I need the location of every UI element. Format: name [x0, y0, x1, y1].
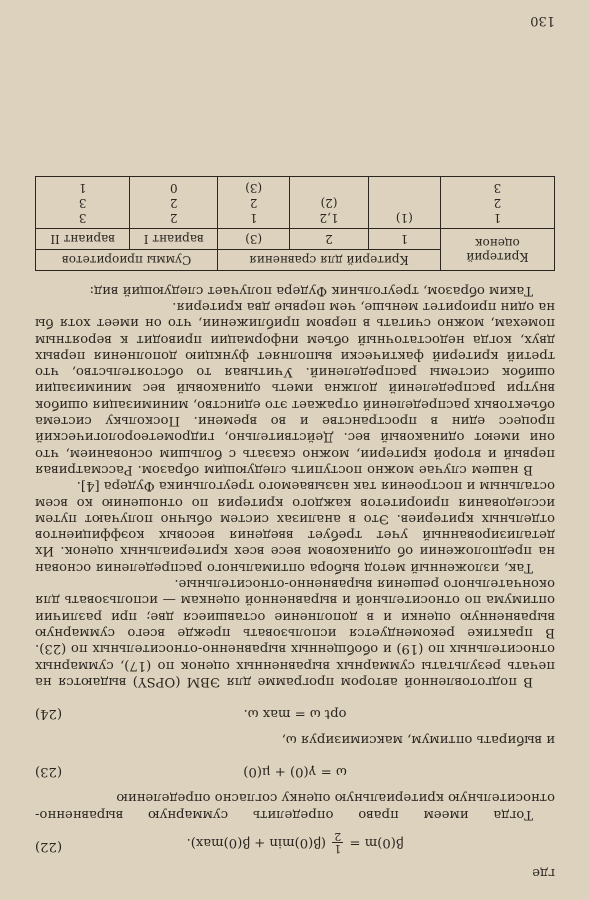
subheader-variant-1: вариант I	[130, 229, 218, 250]
page-content	[35, 176, 555, 882]
cell-compare-3: 1 2 (3)	[218, 177, 290, 229]
formula-23	[35, 757, 555, 783]
cell-variant-1: 2 2 0	[130, 177, 218, 229]
formula-22-number: (22)	[35, 838, 63, 854]
paragraph-5: В нашем случае можно поступить следующим образом. Рассматривая первый и второй критерии, можно сказать с большим основанием, что они имеют одинаковый вес. Действительно, гидрометеорологический процесс един в пространстве и во времени. Поскольку система объектовых распределений отражает это единство, минимизация ошибок внутри распределений должна иметь одинаковый вес минимизации ошибок системы распределений. Учитывая то обстоятельство, что третий критерий фактически выполняет функцию дополнения первых двух, когда недостаточный объем информации приводит к вероятным помехам, можно считать в первом приближении, что он имеет хотя бы на один приоритет меньше, чем первые два критерия.	[35, 298, 555, 477]
where-label: где	[532, 865, 555, 880]
header-criterion: Критерий оценок	[440, 229, 554, 271]
paragraph-6: Таким образом, треугольник Фудера получает следующий вид:	[89, 282, 533, 298]
header-criteria-compare: Критерий для сравнения	[218, 250, 441, 271]
paragraph-2: и выбирать оптимум, максимизируя ω,	[281, 732, 555, 748]
subheader-1: 1	[368, 229, 440, 250]
table-header-row	[36, 250, 555, 271]
fuder-triangle-table	[35, 176, 555, 271]
formula-24	[35, 699, 555, 725]
subheader-2: 2	[290, 229, 369, 250]
page-number: 130	[530, 13, 555, 28]
cell-variant-2: 3 3 1	[36, 177, 130, 229]
formula-23-number: (23)	[35, 764, 63, 780]
formula-23-body: ω = γ(0) + μ(0)	[243, 764, 347, 780]
cell-criterion: 1 2 3	[440, 177, 554, 229]
paragraph-1: Тогда имеем право определить суммарную выравненно-относительную критериальную оценку согласно определению	[35, 790, 555, 822]
paragraph-3: В подготовленной автором программе для ЭВМ (OPSY) выдаются на печать результаты суммарных выравненных оценок по (17), суммарных относительных по (19) и обобщенных выравненно-относительных по (23). В практике рекомендуется использовать прежде всего суммарную выравненную оценки и в дополнение оставшиеся две; при различии оптимума по относительной и выравненной оценкам — использовать для окончательного решения выравненно-относительные.	[35, 576, 555, 689]
paragraph-4: Так, изложенный метод выбора оптимального распределения основан на предположении об одинаковом весе всех критериальных оценок. Их детализированный учет требует введения весовых коэффициентов отдельных критериев. Это в анализах систем обычно получают путем исследования приоритетов каждого критерия по отношению ко всем остальным и построения так называемого треугольника Фудера [4].	[35, 478, 555, 575]
header-priority-sums: Суммы приоритетов	[36, 250, 218, 271]
cell-compare-2: 1,2 (2)	[290, 177, 369, 229]
subheader-3: (3)	[218, 229, 290, 250]
formula-24-number: (24)	[35, 705, 63, 721]
formula-24-body: opt ω = max ω.	[243, 705, 347, 721]
cell-compare-1: (1)	[368, 177, 440, 229]
formula-22-lhs: β(0)m =	[345, 834, 404, 850]
table-row	[36, 177, 555, 229]
formula-22-rhs: (β(0)min + β(0)max).	[186, 834, 327, 850]
formula-22-fraction: 1 2	[334, 829, 342, 855]
subheader-variant-2: вариант II	[36, 229, 130, 250]
formula-22	[35, 829, 555, 858]
